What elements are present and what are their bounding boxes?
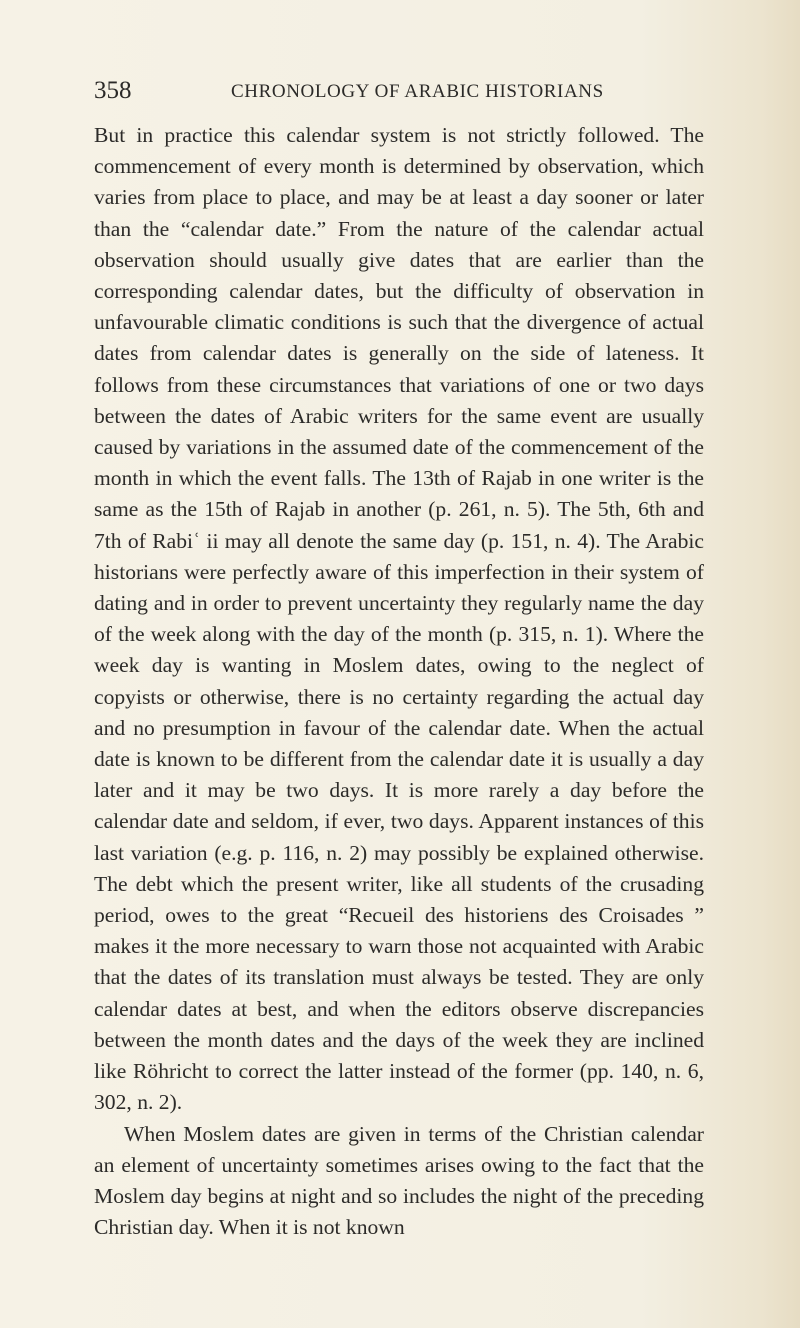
running-head: CHRONOLOGY OF ARABIC HISTORIANS xyxy=(231,81,604,102)
page-header xyxy=(94,76,694,106)
body-text xyxy=(94,120,704,1243)
paragraph: But in practice this calendar system is not strictly followed. The commencement of every month is determined by observation, which varies from place to place, and may be at least a day sooner or later than the “calendar date.” From the nature of the calendar actual observation should usually give dates that are earlier than the corresponding calendar dates, but the difficulty of observation in unfavourable climatic conditions is such that the divergence of actual dates from calendar dates is generally on the side of lateness. It follows from these circumstances that variations of one or two days between the dates of Arabic writers for the same event are usually caused by variations in the assumed date of the commencement of the month in which the event falls. The 13th of Rajab in one writer is the same as the 15th of Rajab in another (p. 261, n. 5). The 5th, 6th and 7th of Rabiʿ ii may all denote the same day (p. 151, n. 4). The Arabic historians were perfectly aware of this imperfection in their system of dating and in order to prevent uncertainty they regularly name the day of the week along with the day of the month (p. 315, n. 1). Where the week day is wanting in Moslem dates, owing to the neglect of copyists or otherwise, there is no certainty regarding the actual day and no presumption in favour of the calendar date. When the actual date is known to be different from the calendar date it is usually a day later and it may be two days. It is more rarely a day before the calendar date and seldom, if ever, two days. Apparent instances of this last variation (e.g. p. 116, n. 2) may possibly be explained otherwise. The debt which the present writer, like all students of the crusading period, owes to the great “Recueil des historiens des Croisades ” makes it the more necessary to warn those not acquainted with Arabic that the dates of its translation must always be tested. They are only calendar dates at best, and when the editors observe discrepancies between the month dates and the days of the week they are inclined like Röhricht to correct the latter instead of the former (pp. 140, n. 6, 302, n. 2). xyxy=(94,123,704,1115)
paragraph: When Moslem dates are given in terms of the Christian calendar an element of uncertainty sometimes arises owing to the fact that the Moslem day begins at night and so includes the night of the preceding Christian day. When it is not known xyxy=(94,1121,704,1240)
page-number: 358 xyxy=(94,77,132,104)
